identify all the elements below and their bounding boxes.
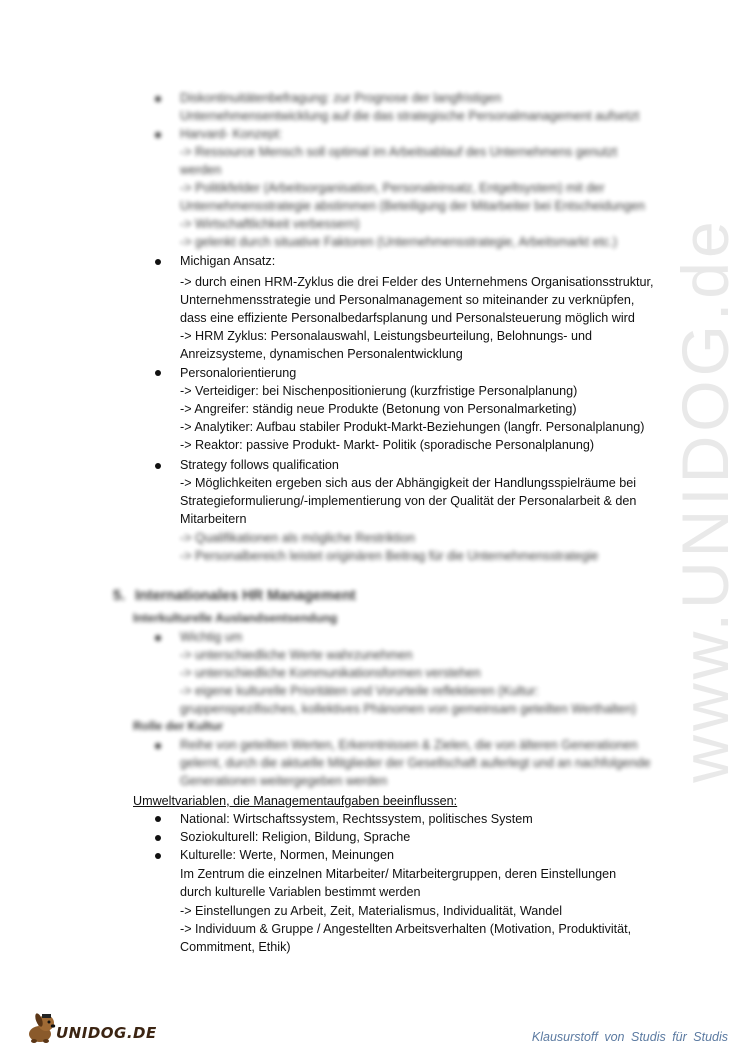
list-item: Soziokulturell: Religion, Bildung, Sprache [180, 830, 411, 844]
subheading: Rolle der Kultur [133, 719, 224, 733]
text-line: -> durch einen HRM-Zyklus die drei Felder des Unternehmens Organisationsstruktur, [180, 275, 654, 289]
watermark: www.UNIDOG.de [668, 217, 742, 783]
bullet [155, 259, 161, 265]
bullet [155, 743, 161, 749]
dog-logo-icon [24, 1010, 60, 1046]
list-item: National: Wirtschaftssystem, Rechtssystem, politisches System [180, 812, 533, 826]
text-line: -> HRM Zyklus: Personalauswahl, Leistungsbeurteilung, Belohnungs- und [180, 329, 592, 343]
list-item: Kulturelle: Werte, Normen, Meinungen [180, 848, 394, 862]
text-line: Strategieformulierung/-implementierung von der Qualität der Personalarbeit & den [180, 494, 637, 508]
text-line: -> eigene kulturelle Prioritäten und Vorurteile reflektieren (Kultur: [180, 684, 539, 698]
text-line: -> gelenkt durch situative Faktoren (Unternehmensstrategie, Arbeitsmarkt etc.) [180, 235, 618, 249]
bullet [155, 463, 161, 469]
text-line: -> unterschiedliche Werte wahrzunehmen [180, 648, 413, 662]
text-line: Unternehmensstrategie und Personalmanagement so miteinander zu verknüpfen, [180, 293, 635, 307]
text-line: Diskontinuitätenbefragung: zur Prognose der langfristigen [180, 91, 502, 105]
text-line: Anreizsysteme, dynamischen Personalentwicklung [180, 347, 463, 361]
underlined-heading: Umweltvariablen, die Managementaufgaben beeinflussen: [133, 794, 458, 808]
text-line: -> Reaktor: passive Produkt- Markt- Politik (sporadische Personalplanung) [180, 438, 595, 452]
section-title: Internationales HR Management [135, 588, 356, 604]
item-title: Personalorientierung [180, 366, 297, 380]
text-line: -> Einstellungen zu Arbeit, Zeit, Materialismus, Individualität, Wandel [180, 904, 563, 918]
text-line: -> Wirtschaftlichkeit verbessern) [180, 217, 360, 231]
text-line: Reihe von geteilten Werten, Erkenntnissen & Zielen, die von älteren Generationen [180, 738, 638, 752]
text-line: -> Politikfelder (Arbeitsorganisation, Personaleinsatz, Entgeltsystem) mit der [180, 181, 605, 195]
item-title: Michigan Ansatz: [180, 254, 276, 268]
text-line: Mitarbeitern [180, 512, 247, 526]
subheading: Interkulturelle Auslandsentsendung [133, 611, 338, 625]
text-line: Unternehmensstrategie abstimmen (Beteiligung der Mitarbeiter bei Entscheidungen [180, 199, 645, 213]
text-line: Commitment, Ethik) [180, 940, 291, 954]
footer-tagline: Klausurstoff von Studis für Studis [531, 1030, 728, 1044]
section-heading [113, 588, 356, 604]
text-line: Harvard- Konzept: [180, 127, 283, 141]
text-line: Generationen weitergegeben werden [180, 774, 388, 788]
text-line: -> unterschiedliche Kommunikationsformen verstehen [180, 666, 481, 680]
bullet [155, 370, 161, 376]
bullet [155, 132, 161, 138]
text-line: gelernt, durch die aktuelle Mitglieder der Gesellschaft auferlegt und an nachfolgende [180, 756, 651, 770]
logo-text: UNIDOG.DE [56, 1024, 157, 1042]
text-line: Wichtig um [180, 630, 243, 644]
bullet [155, 853, 161, 859]
text-line: -> Ressource Mensch soll optimal im Arbeitsablauf des Unternehmens genutzt [180, 145, 618, 159]
text-line: -> Personalbereich leistet originären Beitrag für die Unternehmensstrategie [180, 549, 599, 563]
bullet [155, 635, 161, 641]
bullet [155, 835, 161, 841]
text-line: Im Zentrum die einzelnen Mitarbeiter/ Mitarbeitergruppen, deren Einstellungen [180, 867, 617, 881]
section-number: 5. [113, 588, 126, 604]
text-line: werden [180, 163, 222, 177]
text-line: -> Angreifer: ständig neue Produkte (Betonung von Personalmarketing) [180, 402, 577, 416]
bullet [155, 816, 161, 822]
text-line: durch kulturelle Variablen bestimmt werden [180, 885, 421, 899]
text-line: Unternehmensentwicklung auf die das strategische Personalmanagement aufsetzt [180, 109, 640, 123]
text-line: -> Analytiker: Aufbau stabiler Produkt-Markt-Beziehungen (langfr. Personalplanung) [180, 420, 645, 434]
text-line: gruppenspezifisches, kollektives Phänomen von gemeinsam geteilten Werthalten) [180, 702, 637, 716]
text-line: -> Qualifikationen als mögliche Restriktion [180, 531, 415, 545]
item-title: Strategy follows qualification [180, 458, 339, 472]
bullet [155, 96, 161, 102]
text-line: -> Möglichkeiten ergeben sich aus der Abhängigkeit der Handlungsspielräume bei [180, 476, 637, 490]
text-line: dass eine effiziente Personalbedarfsplanung und Personalsteuerung möglich wird [180, 311, 635, 325]
text-line: -> Verteidiger: bei Nischenpositionierung (kurzfristige Personalplanung) [180, 384, 578, 398]
text-line: -> Individuum & Gruppe / Angestellten Arbeitsverhalten (Motivation, Produktivität, [180, 922, 632, 936]
